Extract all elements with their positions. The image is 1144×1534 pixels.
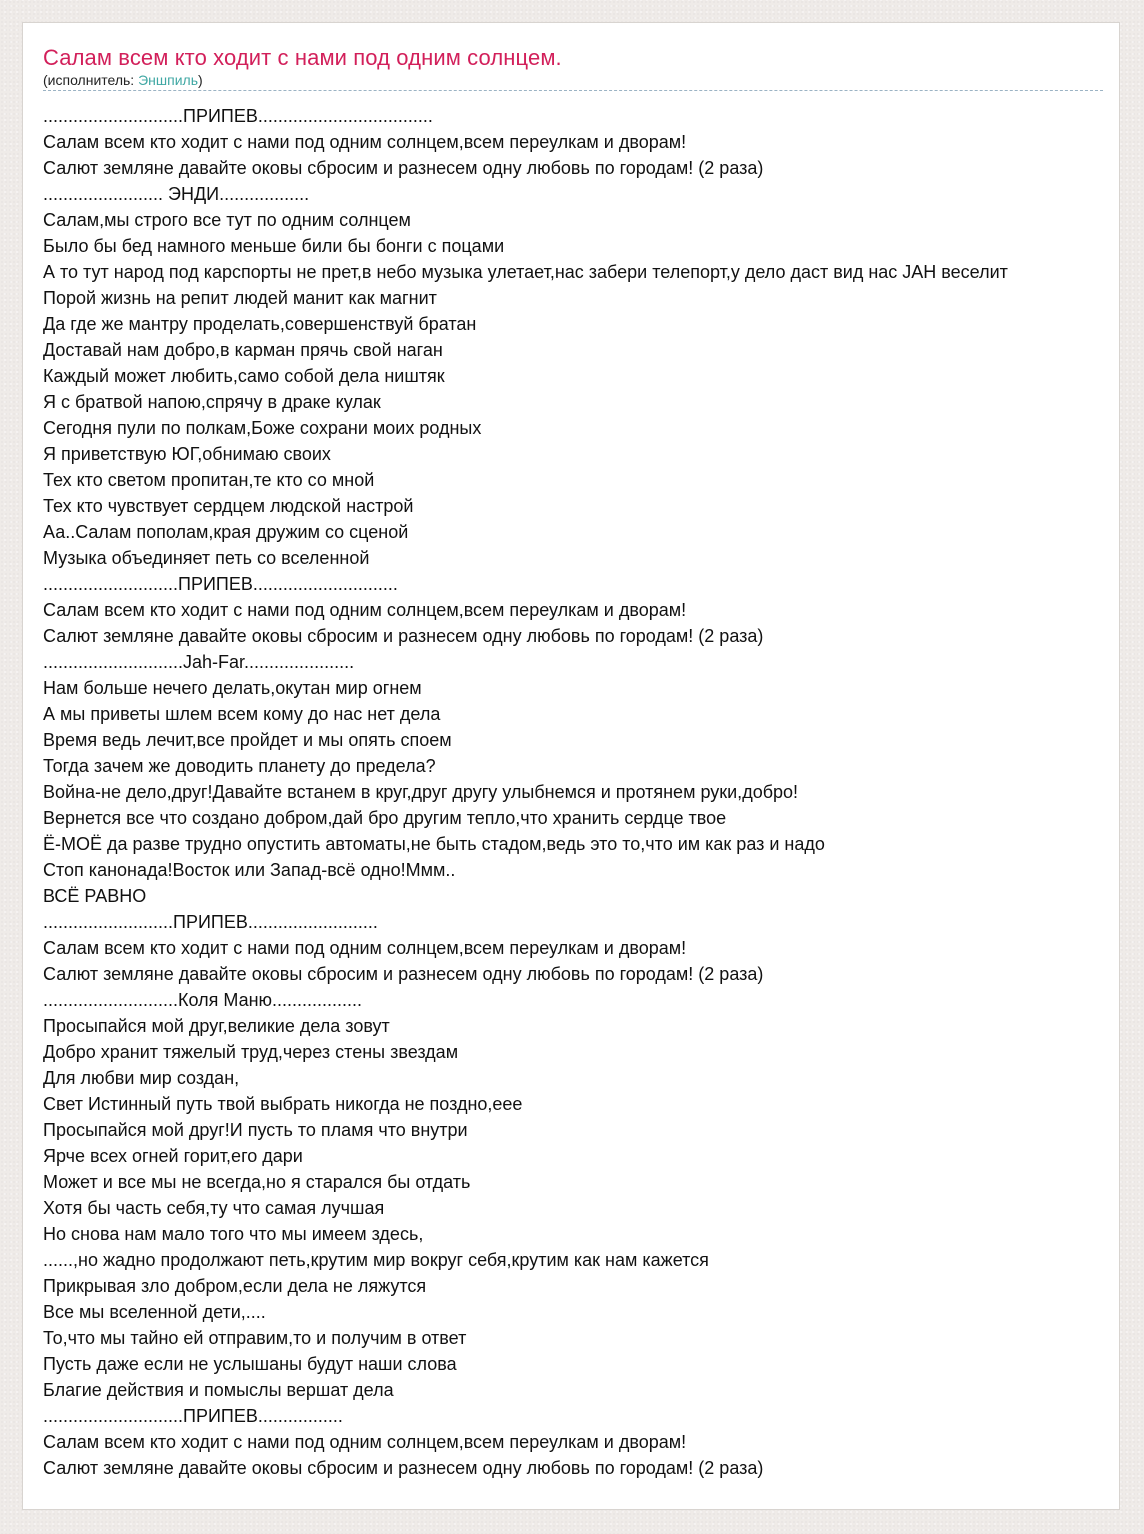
lyric-line: ......,но жадно продолжают петь,крутим мир вокруг себя,крутим как нам кажется [43,1250,709,1270]
lyric-line: Порой жизнь на репит людей манит как магнит [43,288,437,308]
artist-line [43,71,1103,89]
lyrics-page [22,22,1120,1510]
lyric-line: ........................ ЭНДИ.................. [43,184,310,204]
artist-suffix: ) [197,72,203,88]
lyric-line: Добро хранит тяжелый труд,через стены звездам [43,1042,459,1062]
title-divider [43,90,1103,91]
lyric-line: ВСЁ РАВНО [43,886,147,906]
lyric-line: А мы приветы шлем всем кому до нас нет дела [43,704,441,724]
lyric-line: Все мы вселенной дети,.... [43,1302,266,1322]
lyric-line: ............................Jah-Far...................... [43,652,355,672]
lyrics-text [43,103,1103,1481]
artist-link[interactable]: Эншпиль [138,72,198,88]
lyric-line: Салют земляне давайте оковы сбросим и разнесем одну любовь по городам! (2 раза) [43,964,764,984]
lyric-line: Доставай нам добро,в карман прячь свой наган [43,340,443,360]
artist-prefix: (исполнитель: [43,72,139,88]
lyric-line: ..........................ПРИПЕВ.......................... [43,912,378,932]
lyric-line: Стоп канонада!Восток или Запад-всё одно!Ммм.. [43,860,456,880]
lyric-line: Салам,мы строго все тут по одним солнцем [43,210,411,230]
lyric-line: А то тут народ под карспорты не прет,в небо музыка улетает,нас забери телепорт,у дело даст вид нас JAH веселит [43,262,1008,282]
lyric-line: Время ведь лечит,все пройдет и мы опять споем [43,730,452,750]
lyric-line: Благие действия и помыслы вершат дела [43,1380,394,1400]
lyric-line: Война-не дело,друг!Давайте встанем в круг,друг другу улыбнемся и протянем руки,добро! [43,782,799,802]
lyric-line: Тех кто чувствует сердцем людской настрой [43,496,414,516]
lyric-line: Свет Истинный путь твой выбрать никогда не поздно,еее [43,1094,523,1114]
lyric-line: Сегодня пули по полкам,Боже сохрани моих родных [43,418,482,438]
lyric-line: Пусть даже если не услышаны будут наши слова [43,1354,457,1374]
lyric-line: Салам всем кто ходит с нами под одним солнцем,всем переулкам и дворам! [43,132,687,152]
lyric-line: Тогда зачем же доводить планету до предела? [43,756,436,776]
lyric-line: Тех кто светом пропитан,те кто со мной [43,470,375,490]
lyric-line: Прикрывая зло добром,если дела не ляжутся [43,1276,427,1296]
lyric-line: Да где же мантру проделать,совершенствуй братан [43,314,477,334]
lyric-line: Для любви мир создан, [43,1068,240,1088]
lyric-line: Салют земляне давайте оковы сбросим и разнесем одну любовь по городам! (2 раза) [43,626,764,646]
lyric-line: Но снова нам мало того что мы имеем здесь, [43,1224,424,1244]
lyric-line: Аа..Салам пополам,края дружим со сценой [43,522,409,542]
lyric-line: Каждый может любить,само собой дела ништяк [43,366,445,386]
lyric-line: Ё-МОЁ да разве трудно опустить автоматы,не быть стадом,ведь это то,что им как раз и надо [43,834,825,854]
lyric-line: Музыка объединяет петь со вселенной [43,548,370,568]
lyric-line: ............................ПРИПЕВ................. [43,1406,343,1426]
lyric-line: Я приветствую ЮГ,обнимаю своих [43,444,331,464]
lyric-line: Просыпайся мой друг,великие дела зовут [43,1016,390,1036]
lyric-line: Вернется все что создано добром,дай бро другим тепло,что хранить сердце твое [43,808,727,828]
lyrics-content [43,45,1103,1481]
lyric-line: Нам больше нечего делать,окутан мир огнем [43,678,422,698]
lyric-line: Может и все мы не всегда,но я старался бы отдать [43,1172,471,1192]
lyric-line: Салам всем кто ходит с нами под одним солнцем,всем переулкам и дворам! [43,938,687,958]
lyric-line: ...........................Коля Маню.................. [43,990,363,1010]
lyric-line: Просыпайся мой друг!И пусть то пламя что внутри [43,1120,468,1140]
lyric-line: Салют земляне давайте оковы сбросим и разнесем одну любовь по городам! (2 раза) [43,1458,764,1478]
lyric-line: Салам всем кто ходит с нами под одним солнцем,всем переулкам и дворам! [43,1432,687,1452]
lyric-line: Было бы бед намного меньше били бы бонги с поцами [43,236,505,256]
lyric-line: ...........................ПРИПЕВ............................. [43,574,398,594]
lyric-line: Ярче всех огней горит,его дари [43,1146,303,1166]
lyric-line: То,что мы тайно ей отправим,то и получим в ответ [43,1328,467,1348]
song-title: Салам всем кто ходит с нами под одним солнцем. [43,45,562,70]
lyric-line: Хотя бы часть себя,ту что самая лучшая [43,1198,385,1218]
lyric-line: Салам всем кто ходит с нами под одним солнцем,всем переулкам и дворам! [43,600,687,620]
lyric-line: Салют земляне давайте оковы сбросим и разнесем одну любовь по городам! (2 раза) [43,158,764,178]
lyric-line: ............................ПРИПЕВ................................... [43,106,433,126]
lyric-line: Я с братвой напою,спрячу в драке кулак [43,392,381,412]
